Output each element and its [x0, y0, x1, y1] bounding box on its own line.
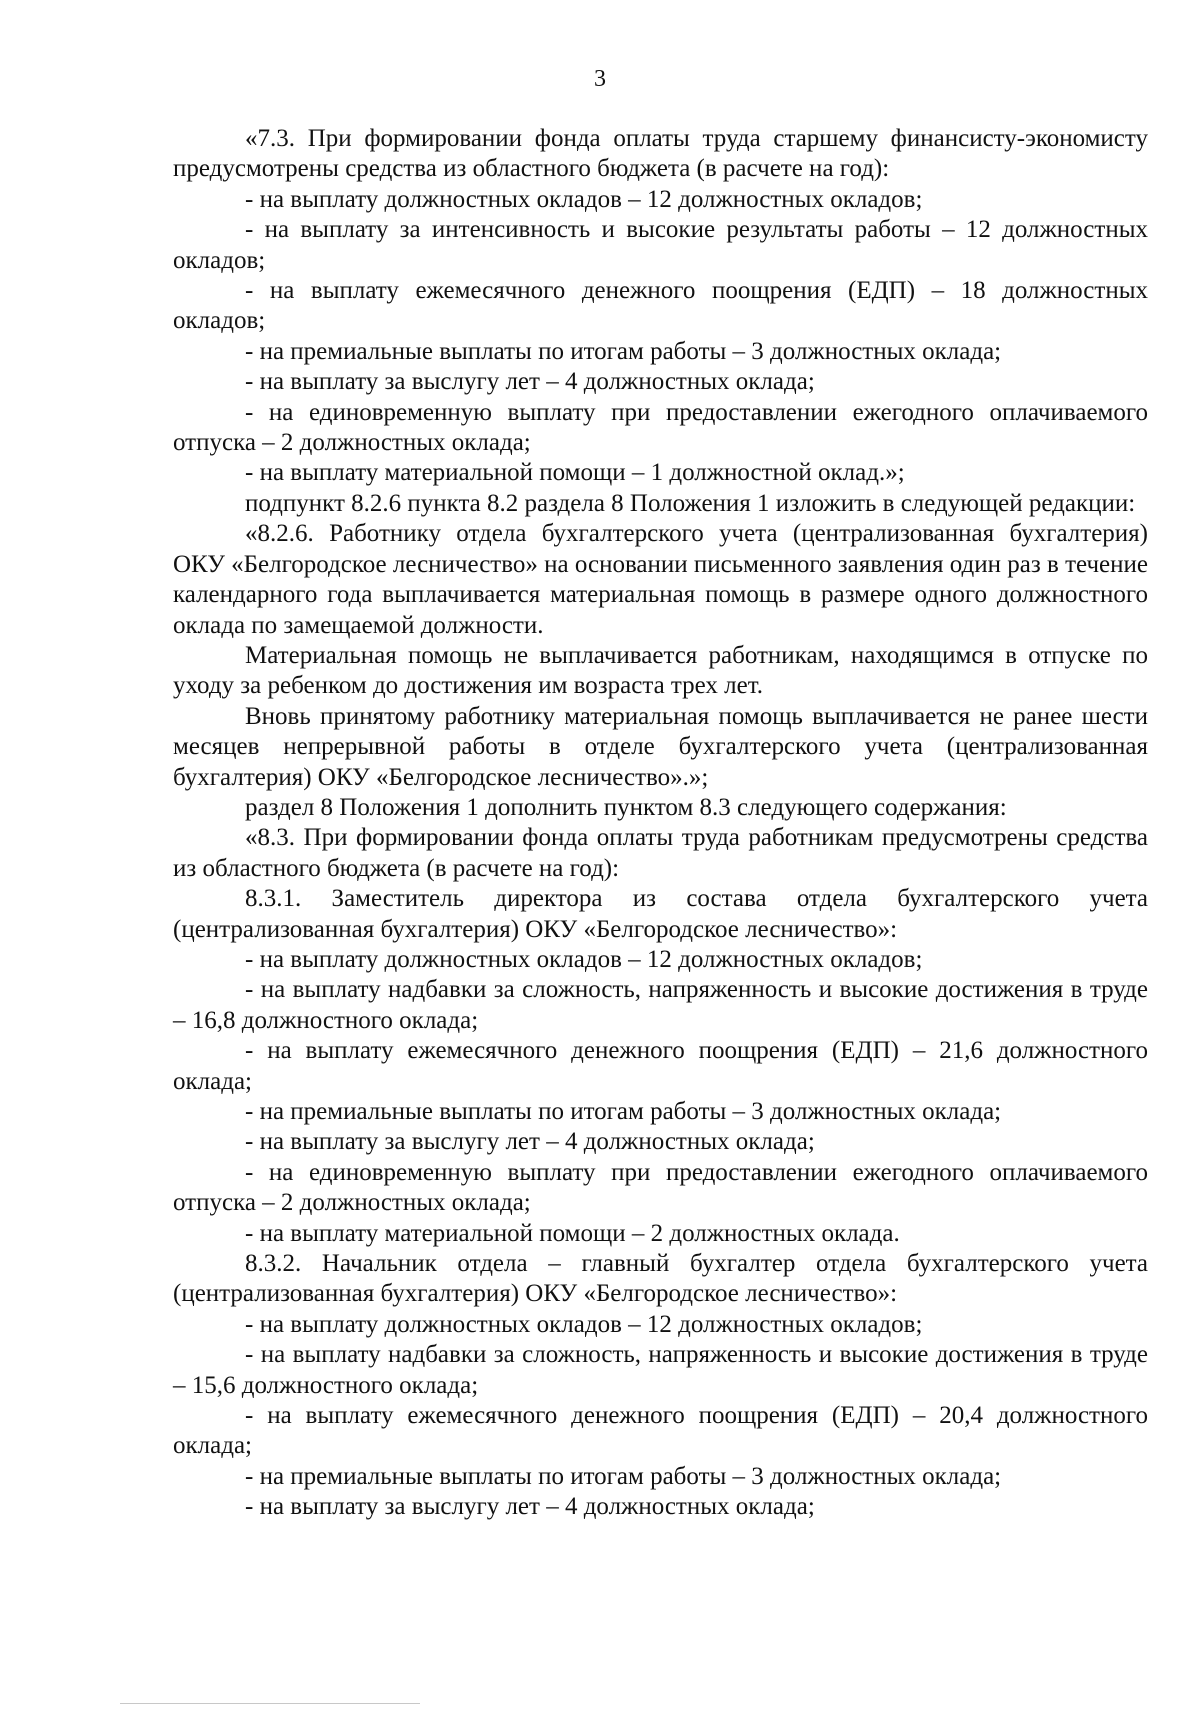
paragraph-7-3-intro: «7.3. При формировании фонда оплаты труда старшему финансисту-экономисту предусмотрены средства из областного бюджета (в расчете на год):	[173, 125, 1148, 183]
paragraph-8-3-1-heading: 8.3.1. Заместитель директора из состава отдела бухгалтерского учета (централизованная бухгалтерия) ОКУ «Белгородское лесничество»:	[173, 885, 1148, 943]
scan-artifact-line	[120, 1703, 420, 1704]
list-item: - на выплату надбавки за сложность, напряженность и высокие достижения в труде – 16,8 должностного оклада;	[173, 976, 1148, 1034]
list-item: - на единовременную выплату при предоставлении ежегодного оплачиваемого отпуска – 2 должностных оклада;	[173, 1158, 1148, 1217]
list-item: - на выплату материальной помощи – 2 должностных оклада.	[245, 1219, 900, 1247]
page-number: 3	[594, 66, 606, 92]
paragraph-8-2-6-instruction: подпункт 8.2.6 пункта 8.2 раздела 8 Положения 1 изложить в следующей редакции:	[245, 489, 1136, 517]
paragraph-new-employee: Вновь принятому работнику материальная помощь выплачивается не ранее шести месяцев непрерывной работы в отделе бухгалтерского учета (централизованная бухгалтерия) ОКУ «Белгородское лесничество».»;	[173, 702, 1148, 791]
list-item: - на выплату ежемесячного денежного поощрения (ЕДП) – 21,6 должностного оклада;	[173, 1037, 1148, 1095]
list-item: - на премиальные выплаты по итогам работы – 3 должностных оклада;	[245, 1098, 1002, 1125]
list-item: - на выплату за выслугу лет – 4 должностных оклада;	[245, 368, 815, 396]
document-body	[173, 124, 1148, 1523]
list-item: - на выплату должностных окладов – 12 должностных окладов;	[245, 185, 923, 213]
list-item: - на выплату должностных окладов – 12 должностных окладов;	[245, 1310, 923, 1338]
paragraph-material-aid-exclusion: Материальная помощь не выплачивается работникам, находящимся в отпуске по уходу за ребенком до достижения им возраста трех лет.	[173, 641, 1148, 700]
list-item: - на выплату материальной помощи – 1 должностной оклад.»;	[245, 459, 905, 487]
list-item: - на выплату ежемесячного денежного поощрения (ЕДП) – 18 должностных окладов;	[173, 277, 1148, 335]
list-item: - на единовременную выплату при предоставлении ежегодного оплачиваемого отпуска – 2 должностных оклада;	[173, 398, 1148, 457]
list-item: - на выплату за интенсивность и высокие результаты работы – 12 должностных окладов;	[173, 216, 1148, 274]
list-item: - на премиальные выплаты по итогам работы – 3 должностных оклада;	[245, 337, 1002, 365]
paragraph-8-3-2-heading: 8.3.2. Начальник отдела – главный бухгалтер отдела бухгалтерского учета (централизованная бухгалтерия) ОКУ «Белгородское лесничество»:	[173, 1250, 1148, 1308]
list-item: - на выплату надбавки за сложность, напряженность и высокие достижения в труде – 15,6 должностного оклада;	[173, 1341, 1148, 1399]
list-item: - на премиальные выплаты по итогам работы – 3 должностных оклада;	[245, 1462, 1002, 1490]
paragraph-8-2-6: «8.2.6. Работнику отдела бухгалтерского учета (централизованная бухгалтерия) ОКУ «Белгородское лесничество» на основании письменного заявления один раз в течение календарного года выплачивается материальная помощь в размере одного должностного оклада по замещаемой должности.	[173, 520, 1148, 639]
list-item: - на выплату за выслугу лет – 4 должностных оклада;	[245, 1493, 815, 1521]
paragraph-8-3-intro: «8.3. При формировании фонда оплаты труда работникам предусмотрены средства из областного бюджета (в расчете на год):	[173, 824, 1148, 882]
list-item: - на выплату ежемесячного денежного поощрения (ЕДП) – 20,4 должностного оклада;	[173, 1402, 1148, 1460]
paragraph-8-3-instruction: раздел 8 Положения 1 дополнить пунктом 8.3 следующего содержания:	[245, 793, 1007, 821]
list-item: - на выплату за выслугу лет – 4 должностных оклада;	[245, 1128, 815, 1156]
list-item: - на выплату должностных окладов – 12 должностных окладов;	[245, 945, 923, 973]
